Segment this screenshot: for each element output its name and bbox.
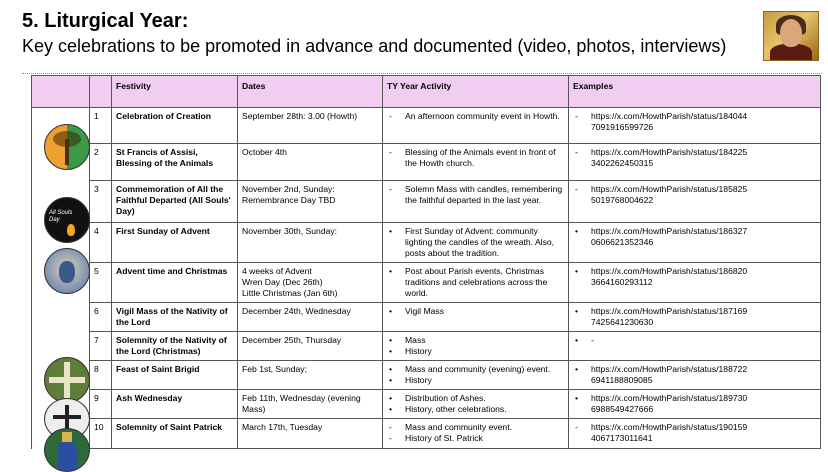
date-line: October 4th [242, 147, 287, 157]
activity-text: Vigil Mass [405, 306, 445, 316]
row-festivity: Ash Wednesday [112, 390, 238, 419]
activity-text: Blessing of the Animals event in front of the Howth church. [405, 147, 556, 168]
table-header-row [32, 76, 821, 108]
bullet-mark: • [575, 226, 579, 236]
row-activity [383, 223, 569, 263]
activity-text: History of St. Patrick [405, 433, 483, 443]
bullet-mark: • [575, 266, 579, 276]
row-festivity: Feast of Saint Brigid [112, 361, 238, 390]
table-row [32, 108, 821, 144]
row-number: 2 [90, 144, 112, 181]
row-festivity: St Francis of Assisi, Blessing of the Animals [112, 144, 238, 181]
table-row [32, 361, 821, 390]
row-number: 10 [90, 419, 112, 449]
activity-text: Solemn Mass with candles, remembering the faithful departed in the last year. [405, 184, 563, 205]
activity-item [387, 364, 564, 375]
slide-subtitle: Key celebrations to be promoted in advance and documented (video, photos, interviews) [22, 36, 727, 56]
row-number: 5 [90, 263, 112, 303]
row-number: 3 [90, 181, 112, 223]
activity-text: Mass and community event. [405, 422, 512, 432]
activity-item [387, 266, 564, 299]
bullet-mark: - [389, 111, 392, 121]
example-link[interactable]: https://x.com/HowthParish/status/188722 [591, 364, 748, 374]
row-activity [383, 108, 569, 144]
row-example [569, 361, 821, 390]
header-image-column [32, 76, 90, 108]
example-link[interactable]: https://x.com/HowthParish/status/186327 [591, 226, 748, 236]
row-number: 9 [90, 390, 112, 419]
activity-item [387, 335, 564, 346]
example-link[interactable]: https://x.com/HowthParish/status/185825 [591, 184, 748, 194]
nativity-icon [44, 248, 90, 294]
activity-item [387, 404, 564, 415]
row-festivity: Advent time and Christmas [112, 263, 238, 303]
row-festivity: First Sunday of Advent [112, 223, 238, 263]
activity-item [387, 111, 564, 122]
example-link[interactable]: - [591, 335, 594, 345]
date-line: Remembrance Day TBD [242, 195, 336, 205]
header-festivity: Festivity [112, 76, 238, 108]
table-row [32, 390, 821, 419]
bullet-mark: • [575, 306, 579, 316]
activity-item [387, 346, 564, 357]
row-activity [383, 303, 569, 332]
example-link-continued[interactable]: 3664160293112 [591, 277, 653, 287]
row-dates [238, 108, 383, 144]
liturgical-year-table [31, 75, 821, 449]
date-line: Feb 1st, Sunday; [242, 364, 307, 374]
bullet-mark: • [389, 266, 393, 276]
saint-patrick-icon [44, 428, 90, 472]
row-festivity: Commemoration of All the Faithful Departed (All Souls' Day) [112, 181, 238, 223]
example-link-continued[interactable]: 5019768004622 [591, 195, 654, 205]
row-image-cell [32, 303, 90, 332]
date-line: December 24th, Wednesday [242, 306, 351, 316]
activity-item [387, 226, 564, 259]
row-festivity: Solemnity of Saint Patrick [112, 419, 238, 449]
bullet-mark: • [389, 375, 393, 385]
title-divider [22, 73, 822, 74]
date-line: March 17th, Tuesday [242, 422, 323, 432]
row-activity [383, 332, 569, 361]
example-link[interactable]: https://x.com/HowthParish/status/189730 [591, 393, 748, 403]
header-activity: TY Year Activity [383, 76, 569, 108]
row-dates [238, 223, 383, 263]
table-row [32, 263, 821, 303]
activity-item [387, 393, 564, 404]
table-row [32, 303, 821, 332]
row-festivity: Celebration of Creation [112, 108, 238, 144]
example-link-continued[interactable]: 4067173011641 [591, 433, 653, 443]
row-number: 7 [90, 332, 112, 361]
row-example [569, 303, 821, 332]
activity-text: History [405, 346, 432, 356]
row-example [569, 419, 821, 449]
example-link-continued[interactable]: 7091916599726 [591, 122, 654, 132]
row-number: 1 [90, 108, 112, 144]
table-row [32, 332, 821, 361]
header-number-column [90, 76, 112, 108]
header-dates: Dates [238, 76, 383, 108]
bullet-mark: • [389, 404, 393, 414]
activity-text: Distribution of Ashes. [405, 393, 486, 403]
date-line: September 28th: 3.00 (Howth) [242, 111, 358, 121]
bullet-mark: • [575, 335, 579, 345]
row-festivity: Solemnity of the Nativity of the Lord (Christmas) [112, 332, 238, 361]
bullet-mark: • [389, 226, 393, 236]
table-body [32, 108, 821, 449]
example-link[interactable]: https://x.com/HowthParish/status/184044 [591, 111, 748, 121]
activity-text: Post about Parish events, Christmas traditions and celebrations across the world. [405, 266, 548, 298]
bullet-mark: - [575, 111, 578, 121]
row-example [569, 390, 821, 419]
row-activity [383, 390, 569, 419]
row-festivity: Vigil Mass of the Nativity of the Lord [112, 303, 238, 332]
slide-title-block [22, 9, 762, 57]
activity-item [387, 375, 564, 386]
row-dates [238, 419, 383, 449]
date-line: November 30th, Sunday: [242, 226, 338, 236]
row-number: 4 [90, 223, 112, 263]
activity-text: An afternoon community event in Howth. [405, 111, 560, 121]
example-link-continued[interactable]: 7425641230630 [591, 317, 654, 327]
row-dates [238, 390, 383, 419]
date-line: November 2nd, Sunday: [242, 184, 335, 194]
row-example [569, 144, 821, 181]
date-line: Little Christmas (Jan 6th) [242, 288, 338, 298]
bullet-mark: • [389, 306, 393, 316]
row-example [569, 108, 821, 144]
bullet-mark: - [389, 422, 392, 432]
bullet-mark: - [575, 184, 578, 194]
date-line: 4 weeks of Advent [242, 266, 312, 276]
bullet-mark: - [389, 433, 392, 443]
activity-text: History, other celebrations. [405, 404, 507, 414]
bullet-mark: - [389, 184, 392, 194]
creation-tree-icon [44, 124, 90, 170]
activity-text: History [405, 375, 432, 385]
row-example [569, 332, 821, 361]
row-number: 8 [90, 361, 112, 390]
row-dates [238, 332, 383, 361]
bullet-mark: • [575, 364, 579, 374]
row-number: 6 [90, 303, 112, 332]
example-link-continued[interactable]: 6988549427666 [591, 404, 654, 414]
row-example [569, 181, 821, 223]
row-dates [238, 181, 383, 223]
example-link[interactable]: https://x.com/HowthParish/status/186820 [591, 266, 748, 276]
bullet-mark: - [575, 147, 578, 157]
date-line: Feb 11th, Wednesday (evening Mass) [242, 393, 361, 414]
row-dates [238, 144, 383, 181]
activity-item [387, 147, 564, 169]
activity-item [387, 184, 564, 206]
example-link[interactable]: https://x.com/HowthParish/status/190159 [591, 422, 748, 432]
bullet-mark: • [575, 393, 579, 403]
bullet-mark: - [575, 422, 578, 432]
bullet-mark: • [389, 346, 393, 356]
activity-item [387, 433, 564, 444]
bullet-mark: • [389, 393, 393, 403]
row-activity [383, 144, 569, 181]
bullet-mark: • [389, 364, 393, 374]
slide-title: 5. Liturgical Year: [22, 10, 189, 32]
table-row [32, 419, 821, 449]
row-example [569, 223, 821, 263]
activity-item [387, 306, 564, 317]
table-row [32, 181, 821, 223]
row-dates [238, 303, 383, 332]
activity-text: First Sunday of Advent: community lighting the candles of the wreath. Also, posts about the tradition. [405, 226, 555, 258]
row-activity [383, 419, 569, 449]
portrait-saint-icon [763, 11, 819, 61]
activity-text: Mass [405, 335, 426, 345]
row-image-cell [32, 332, 90, 361]
brigid-cross-icon [44, 357, 90, 403]
example-link-continued[interactable]: 6941188809085 [591, 375, 653, 385]
header-examples: Examples [569, 76, 821, 108]
table-row [32, 144, 821, 181]
row-dates [238, 263, 383, 303]
row-dates [238, 361, 383, 390]
example-link[interactable]: https://x.com/HowthParish/status/187169 [591, 306, 748, 316]
date-line: Wren Day (Dec 26th) [242, 277, 323, 287]
example-link[interactable]: https://x.com/HowthParish/status/184225 [591, 147, 748, 157]
example-link-continued[interactable]: 3402262450315 [591, 158, 654, 168]
row-example [569, 263, 821, 303]
date-line: December 25th, Thursday [242, 335, 342, 345]
bullet-mark: • [389, 335, 393, 345]
table-row [32, 223, 821, 263]
example-link-continued[interactable]: 0606621352346 [591, 237, 654, 247]
row-activity [383, 361, 569, 390]
row-activity [383, 263, 569, 303]
bullet-mark: - [389, 147, 392, 157]
activity-text: Mass and community (evening) event. [405, 364, 551, 374]
all-souls-candle-icon: All Souls Day [44, 197, 90, 243]
activity-item [387, 422, 564, 433]
row-activity [383, 181, 569, 223]
